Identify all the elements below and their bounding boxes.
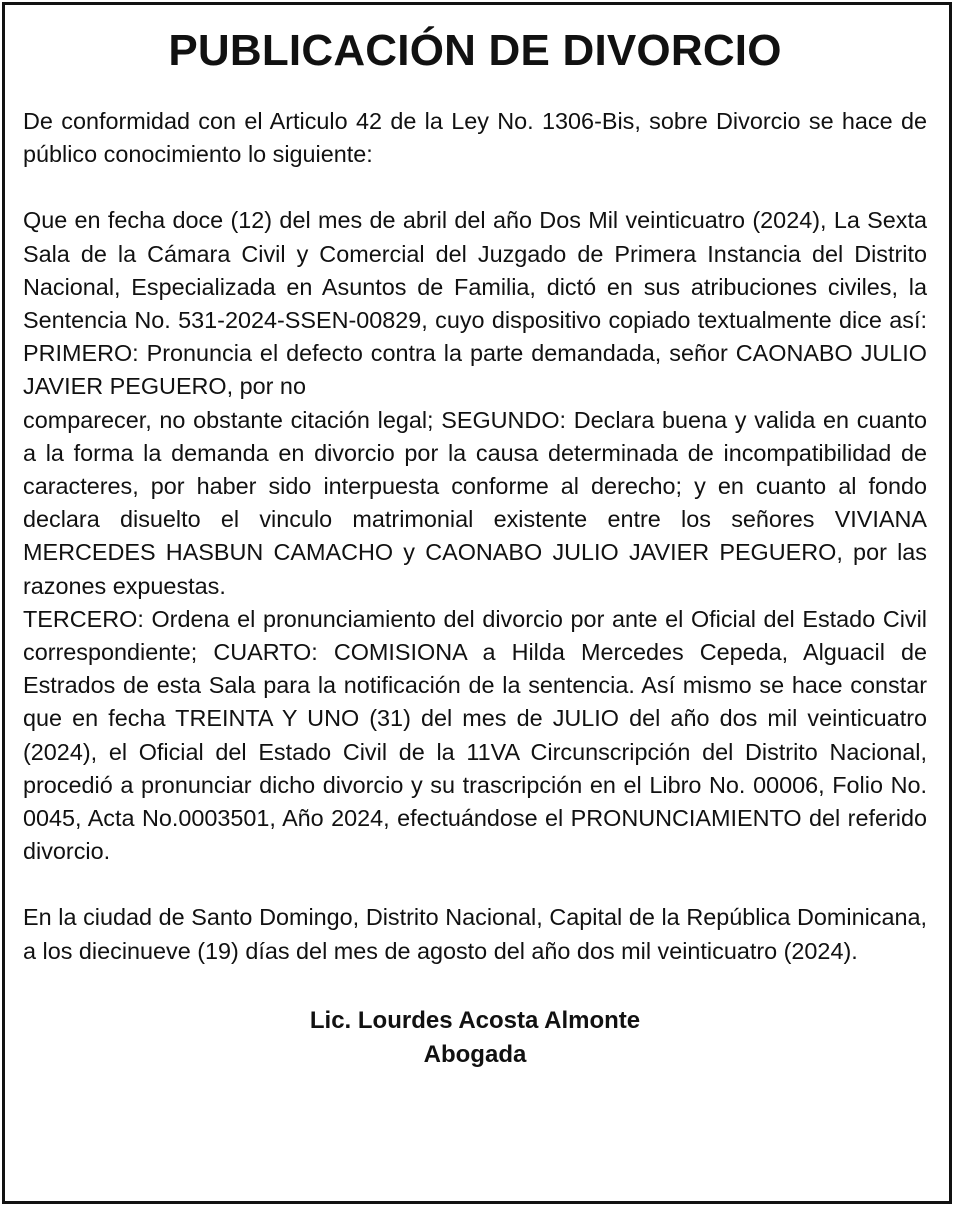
notice-body xyxy=(23,105,927,968)
ruling-paragraph xyxy=(23,204,927,868)
closing-paragraph: En la ciudad de Santo Domingo, Distrito Nacional, Capital de la República Dominicana, a los diecinueve (19) días del mes de agosto del año dos mil veinticuatro (2024). xyxy=(23,904,927,964)
ruling-text-part-3: TERCERO: Ordena el pronunciamiento del divorcio por ante el Oficial del Estado Civil correspondiente; CUARTO: COMISIONA a Hilda Mercedes Cepeda, Alguacil de Estrados de esta Sala para la notificación de la sentencia. Así mismo se hace constar que en fecha TREINTA Y UNO (31) del mes de JULIO del año dos mil veinticuatro (2024), el Oficial del Estado Civil de la 11VA Circunscripción del Distrito Nacional, procedió a pronunciar dicho divorcio y su trascripción en el Libro No. 00006, Folio No. 0045, Acta No.0003501, Año 2024, efectuándose el PRONUNCIAMIENTO del referido divorcio. xyxy=(23,605,927,865)
signature-name: Lic. Lourdes Acosta Almonte xyxy=(309,1006,641,1034)
signature-title: Abogada xyxy=(423,1040,527,1068)
signature-block xyxy=(23,1004,927,1072)
intro-paragraph: De conformidad con el Articulo 42 de la Ley No. 1306-Bis, sobre Divorcio se hace de público conocimiento lo siguiente: xyxy=(23,108,927,168)
notice-title: PUBLICACIÓN DE DIVORCIO xyxy=(168,26,782,75)
ruling-text-part-2: comparecer, no obstante citación legal; SEGUNDO: Declara buena y valida en cuanto a la forma la demanda en divorcio por la causa determinada de incompatibilidad de caracteres, por haber sido interpuesta conforme al derecho; y en cuanto al fondo declara disuelto el vinculo matrimonial existente entre los señores VIVIANA MERCEDES HASBUN CAMACHO y CAONABO JULIO JAVIER PEGUERO, por las razones expuestas. xyxy=(23,406,927,599)
ruling-text-part-1: Que en fecha doce (12) del mes de abril del año Dos Mil veinticuatro (2024), La Sexta Sala de la Cámara Civil y Comercial del Juzgado de Primera Instancia del Distrito Nacional, Especializada en Asuntos de Familia, dictó en sus atribuciones civiles, la Sentencia No. 531-2024-SSEN-00829, cuyo dispositivo copiado textualmente dice así: PRIMERO: Pronuncia el defecto contra la parte demandada, señor CAONABO JULIO JAVIER PEGUERO, por no xyxy=(23,207,927,400)
notice-border xyxy=(2,2,952,1204)
